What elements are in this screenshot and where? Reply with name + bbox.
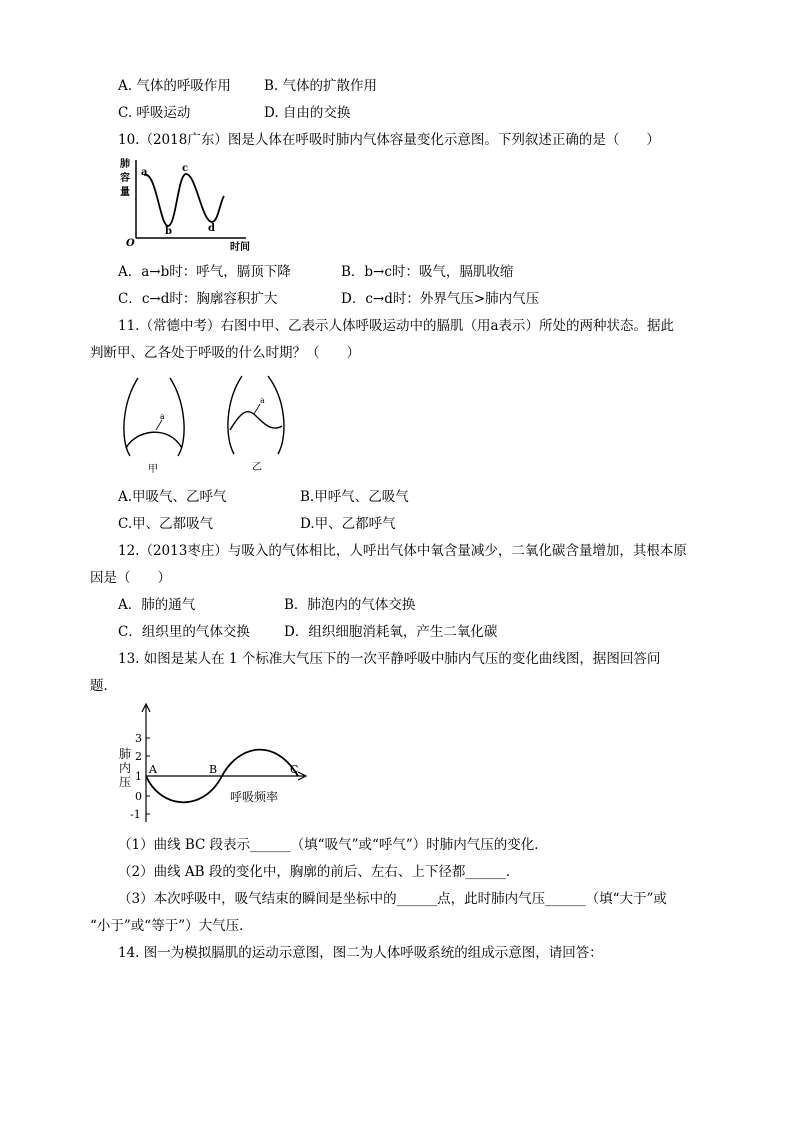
q11-option-b: B.甲呼气、乙吸气 [300, 489, 409, 505]
q11-yi-chest-right [268, 376, 284, 454]
q10-ylabel-1: 肺 [120, 159, 130, 170]
q11-jia-pointer [156, 420, 162, 430]
q13-stem-line2: 题． [90, 678, 117, 694]
q10-point-c: c [182, 163, 189, 174]
q11-jia-chest-right [170, 378, 184, 456]
q13-ytick-1: 1 [135, 770, 142, 783]
q10-xlabel: 时间 [230, 242, 250, 253]
q13-ylabel-1: 肺 [119, 747, 132, 761]
q9-option-d: D. 自由的交换 [264, 105, 351, 121]
q11-diaphragm-figure [116, 368, 306, 480]
q10-lung-volume-figure [116, 156, 266, 256]
q12-stem-line2: 因是（ ） [90, 570, 171, 586]
q11-stem-line2: 判断甲、乙各处于呼吸的什么时期？（ ） [90, 345, 360, 361]
q11-jia-diaphragm [126, 432, 182, 448]
q13-sub3-line1: （3）本次呼吸中，吸气结束的瞬间是坐标中的______点，此时肺内气压______（填“大于”或 [118, 891, 667, 907]
q12-option-a: A．肺的通气 [118, 597, 196, 613]
q11-stem-line1: 11.（常德中考）右图中甲、乙表示人体呼吸运动中的膈肌（用a表示）所处的两种状态。据此 [118, 318, 675, 334]
q13-sub2: （2）曲线 AB 段的变化中，胸廓的前后、左右、上下径都______． [118, 864, 520, 880]
q10-volume-curve [144, 174, 224, 226]
q10-option-b: B．b→c时：吸气，膈肌收缩 [341, 264, 514, 280]
q11-yi-diaphragm [230, 412, 282, 430]
q11-jia-label-a: a [160, 412, 165, 421]
q11-yi-chest-left [228, 376, 242, 454]
q13-point-c: C [290, 763, 299, 776]
q9-option-a: A. 气体的呼吸作用 [118, 78, 231, 94]
q13-pressure-figure [116, 700, 316, 825]
q11-option-c: C.甲、乙都吸气 [118, 516, 214, 532]
q11-option-a: A.甲吸气、乙呼气 [118, 489, 227, 505]
q10-ylabel-3: 量 [120, 187, 130, 198]
q11-yi-pointer [254, 404, 260, 414]
q11-label-yi: 乙 [252, 462, 262, 473]
q10-point-a: a [141, 167, 148, 178]
q11-option-d: D.甲、乙都呼气 [300, 516, 396, 532]
q9-option-c: C. 呼吸运动 [118, 105, 191, 121]
q11-label-jia: 甲 [148, 464, 158, 475]
q13-ylabel-2: 内 [119, 761, 132, 775]
q13-ytick-3: 3 [135, 732, 142, 745]
q11-yi-label-a: a [260, 396, 265, 405]
q12-option-b: B．肺泡内的气体交换 [284, 597, 416, 613]
q10-option-a: A．a→b时：呼气，膈顶下降 [118, 264, 291, 280]
q10-option-c: C．c→d时：胸廓容积扩大 [118, 291, 278, 307]
q9-option-b: B. 气体的扩散作用 [264, 78, 378, 94]
q10-origin: O [126, 238, 135, 249]
q13-sub3-line2: “小于”或“等于”）大气压． [90, 918, 253, 934]
q10-point-d: d [208, 223, 215, 234]
q13-point-a: A [149, 763, 157, 776]
q13-stem-line1: 13. 如图是某人在 1 个标准大气压下的一次平静呼吸中肺内气压的变化曲线图，据图回答问 [118, 651, 661, 667]
q12-option-d: D．组织细胞消耗氧，产生二氧化碳 [284, 624, 498, 640]
q13-ytick-2: 2 [135, 750, 142, 763]
q13-sub1: （1）曲线 BC 段表示______（填“吸气”或“呼气”）时肺内气压的变化． [118, 837, 548, 853]
q13-point-b: B [209, 763, 218, 776]
q11-jia-chest-left [124, 378, 138, 456]
q13-ytick-neg1: -1 [130, 808, 141, 821]
q13-ylabel-3: 压 [119, 775, 132, 789]
q13-ytick-0: 0 [135, 790, 142, 803]
q12-option-c: C．组织里的气体交换 [118, 624, 250, 640]
q12-stem-line1: 12.（2013枣庄）与吸入的气体相比，人呼出气体中氧含量减少，二氧化碳含量增加，其根本原 [118, 543, 687, 559]
q10-point-b: b [165, 226, 172, 237]
q13-xlabel: 呼吸频率 [230, 790, 279, 804]
q10-ylabel-2: 容 [120, 173, 130, 184]
q10-stem: 10.（2018广东）图是人体在呼吸时肺内气体容量变化示意图。下列叙述正确的是（ ） [118, 132, 660, 148]
q10-option-d: D．c→d时：外界气压>肺内气压 [341, 291, 540, 307]
q14-stem: 14. 图一为模拟膈肌的运动示意图，图二为人体呼吸系统的组成示意图，请回答： [118, 945, 603, 961]
